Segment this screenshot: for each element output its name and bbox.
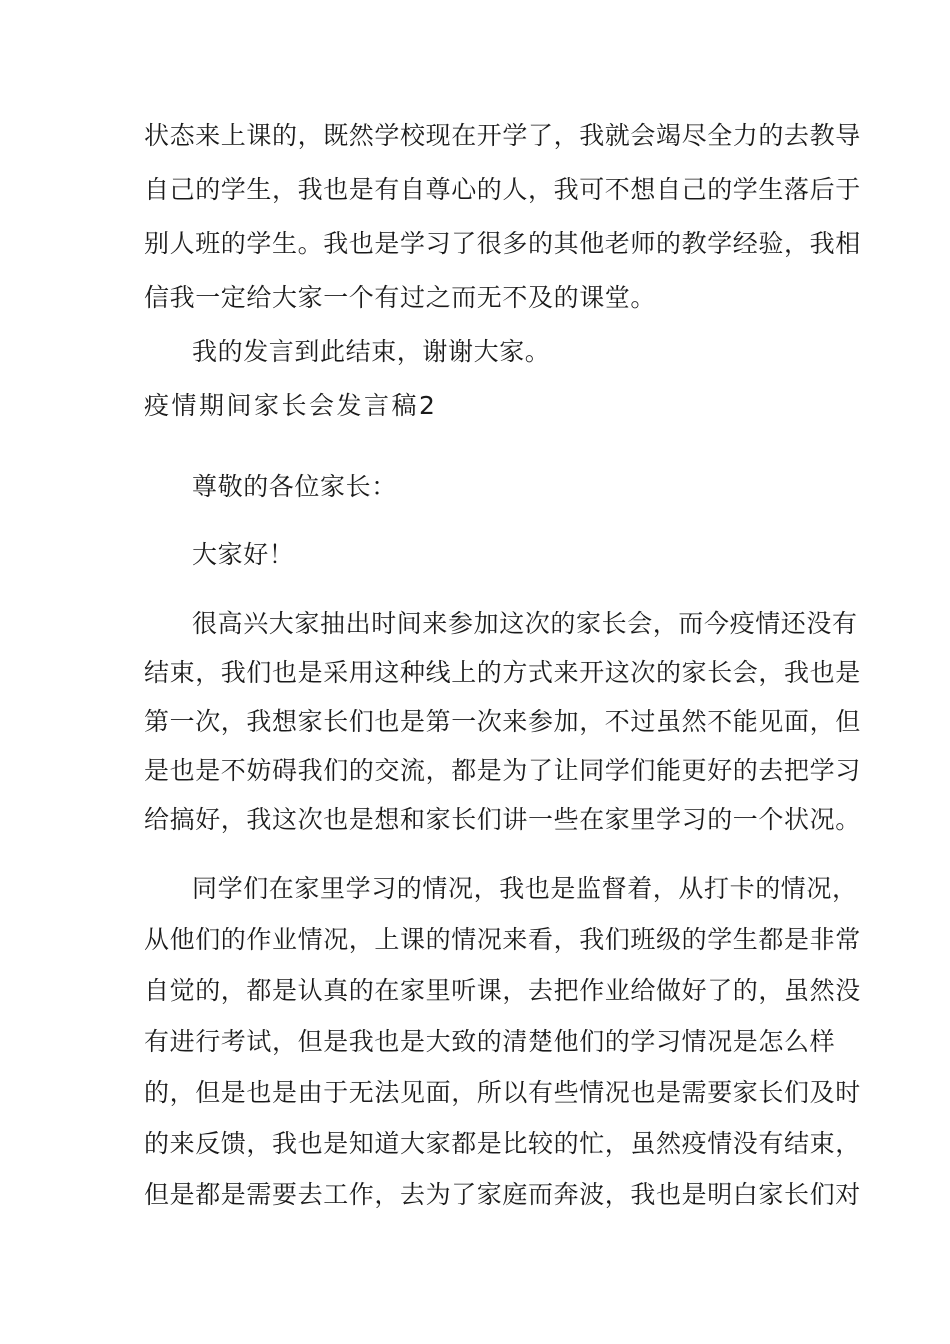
section-heading: 疫情期间家长会发言稿2 [144, 391, 438, 420]
paragraph-line: 自己的学生，我也是有自尊心的人，我可不想自己的学生落后于 [144, 175, 861, 204]
paragraph-line: 自觉的，都是认真的在家里听课，去把作业给做好了的，虽然没 [144, 976, 861, 1005]
paragraph-line: 结束，我们也是采用这种线上的方式来开这次的家长会，我也是 [144, 658, 861, 687]
paragraph-line: 信我一定给大家一个有过之而无不及的课堂。 [144, 283, 657, 312]
paragraph-line: 从他们的作业情况，上课的情况来看，我们班级的学生都是非常 [144, 925, 861, 954]
paragraph-line: 状态来上课的，既然学校现在开学了，我就会竭尽全力的去教导 [144, 121, 861, 150]
paragraph-line: 但是都是需要去工作，去为了家庭而奔波，我也是明白家长们对 [144, 1180, 861, 1209]
closing-line: 我的发言到此结束，谢谢大家。 [192, 337, 551, 366]
paragraph-line: 别人班的学生。我也是学习了很多的其他老师的教学经验，我相 [144, 229, 861, 258]
paragraph-line: 很高兴大家抽出时间来参加这次的家长会，而今疫情还没有 [192, 609, 858, 638]
paragraph-line: 给搞好，我这次也是想和家长们讲一些在家里学习的一个状况。 [144, 805, 861, 834]
paragraph-line: 是也是不妨碍我们的交流，都是为了让同学们能更好的去把学习 [144, 756, 861, 785]
paragraph-line: 第一次，我想家长们也是第一次来参加，不过虽然不能见面，但 [144, 707, 861, 736]
paragraph-line: 的，但是也是由于无法见面，所以有些情况也是需要家长们及时 [144, 1078, 861, 1107]
paragraph-line: 有进行考试，但是我也是大致的清楚他们的学习情况是怎么样 [144, 1027, 836, 1056]
salutation: 尊敬的各位家长： [192, 472, 397, 501]
paragraph-line: 同学们在家里学习的情况，我也是监督着，从打卡的情况， [192, 874, 858, 903]
paragraph-line: 的来反馈，我也是知道大家都是比较的忙，虽然疫情没有结束， [144, 1129, 861, 1158]
greeting: 大家好！ [192, 540, 295, 569]
